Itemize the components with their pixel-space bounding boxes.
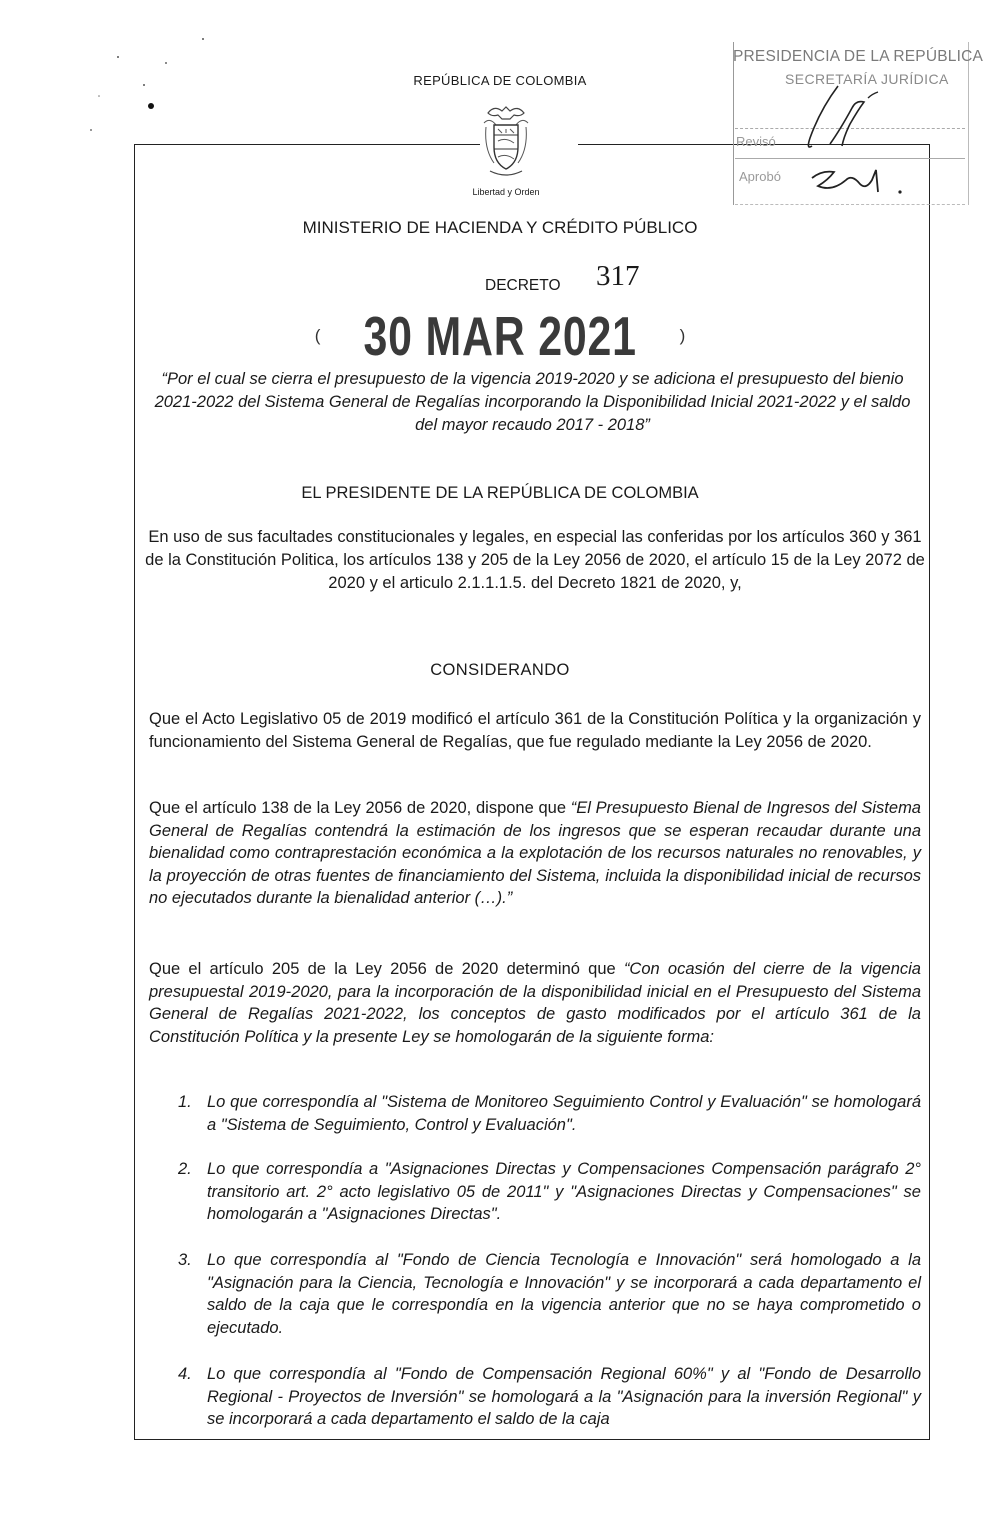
stamp-presidencia: PRESIDENCIA DE LA REPÚBLICA bbox=[733, 48, 984, 65]
considerando-paragraph-2 bbox=[149, 797, 921, 910]
stamp-approved-label: Aprobó bbox=[739, 169, 781, 184]
date-close-paren: ) bbox=[679, 326, 686, 345]
decree-title: “Por el cual se cierra el presupuesto de la vigencia 2019-2020 y se adiciona el presupuesto del bienio 2021-2022 del Sistema General de Regalías incorporando la Disponibilidad Inicial 2021-2022 y el saldo del mayor recaudo 2017 - 2018” bbox=[154, 370, 911, 434]
paragraph-quote: “Con ocasión del cierre de la vigencia presupuestal 2019-2020, para la incorporación de la disponibilidad inicial en el Presupuesto del Sistema General de Regalías 2021-2022, los conceptos de gasto modificados por el artículo 361 de la Constitución Política y la presente Ley se homologarán de la siguiente forma: bbox=[149, 960, 921, 1046]
stamp-reviewed-label: Revisó bbox=[736, 134, 776, 149]
stamp-border-right bbox=[968, 42, 970, 205]
frame-top-left bbox=[134, 144, 480, 145]
list-item bbox=[178, 1249, 921, 1339]
crest-motto: Libertad y Orden bbox=[472, 187, 540, 197]
paragraph-intro: Que el artículo 138 de la Ley 2056 de 2020, dispone que bbox=[149, 799, 571, 817]
decree-date-row bbox=[0, 304, 1000, 368]
list-item-text: Lo que correspondía al "Sistema de Monitoreo Seguimiento Control y Evaluación" se homologará a "Sistema de Seguimiento, Control y Evaluación". bbox=[207, 1093, 921, 1134]
list-item bbox=[178, 1363, 921, 1431]
powers-paragraph: En uso de sus facultades constitucionales y legales, en especial las conferidas por los artículos 360 y 361 de la Constitución Politica, los artículos 138 y 205 de la Ley 2056 de 2020, el artículo 15 de la Ley 2072 de 2020 y el articulo 2.1.1.1.5. del Decreto 1821 de 2020, y, bbox=[145, 528, 925, 592]
list-item bbox=[178, 1091, 921, 1136]
paragraph-intro: Que el artículo 205 de la Ley 2056 de 2020 determinó que bbox=[149, 960, 624, 978]
list-item-text: Lo que correspondía a "Asignaciones Directas y Compensaciones Compensación parágrafo 2° transitorio art. 2° acto legislativo 05 de 2011" y "Asignaciones Directas y Compensaciones" se homologarán a "Asignaciones Directas". bbox=[207, 1160, 921, 1223]
date-open-paren: ( bbox=[314, 326, 321, 345]
decree-number: 317 bbox=[596, 260, 640, 292]
decree-label: DECRETO bbox=[485, 277, 561, 294]
list-item-number: 1. bbox=[178, 1093, 192, 1111]
list-item-text: Lo que correspondía al "Fondo de Ciencia Tecnología e Innovación" será homologado a la "Asignación para la Ciencia, Tecnología e Innovación" y se incorporará a cada departamento el saldo de la caja que le correspondía en la vigencia anterior que no se haya comprometido o ejecutado. bbox=[207, 1251, 921, 1337]
list-item-number: 2. bbox=[178, 1160, 192, 1178]
list-item-text: Lo que correspondía al "Fondo de Compensación Regional 60%" y al "Fondo de Desarrollo Regional - Proyectos de Inversión" se homologará a la "Asignación para la inversión Regional" y se incorporará a cada departamento el saldo de la caja bbox=[207, 1365, 921, 1428]
republic-heading: REPÚBLICA DE COLOMBIA bbox=[413, 73, 587, 88]
stamp-border-left bbox=[733, 42, 735, 205]
stamp-secretaria: SECRETARÍA JURÍDICA bbox=[785, 71, 949, 87]
ministry-heading: MINISTERIO DE HACIENDA Y CRÉDITO PÚBLICO bbox=[302, 218, 698, 237]
list-item-number: 4. bbox=[178, 1365, 192, 1383]
handwritten-signatures bbox=[760, 80, 910, 210]
list-item-number: 3. bbox=[178, 1251, 192, 1269]
decree-date-stamp: 30 MAR 2021 bbox=[363, 305, 637, 367]
considerando-paragraph-3 bbox=[149, 958, 921, 1048]
considerando-heading: CONSIDERANDO bbox=[430, 661, 570, 679]
paragraph-quote: “El Presupuesto Bienal de Ingresos del Sistema General de Regalías contendrá la estimación de los ingresos que se esperan recaudar durante una bienalidad como contraprestación económica a la explotación de los recursos naturales no renovables, y la proyección de otras fuentes de financiamiento del Sistema, incluida la disponibilidad inicial de recursos no ejecutados durante la bienalidad anterior (…).” bbox=[149, 799, 921, 907]
president-heading: EL PRESIDENTE DE LA REPÚBLICA DE COLOMBIA bbox=[301, 484, 699, 502]
considerando-paragraph-1: Que el Acto Legislativo 05 de 2019 modificó el artículo 361 de la Constitución Política y la organización y funcionamiento del Sistema General de Regalías, que fue regulado mediante la Ley 2056 de 2020. bbox=[149, 710, 921, 751]
coat-of-arms-icon bbox=[480, 103, 532, 187]
list-item bbox=[178, 1158, 921, 1226]
